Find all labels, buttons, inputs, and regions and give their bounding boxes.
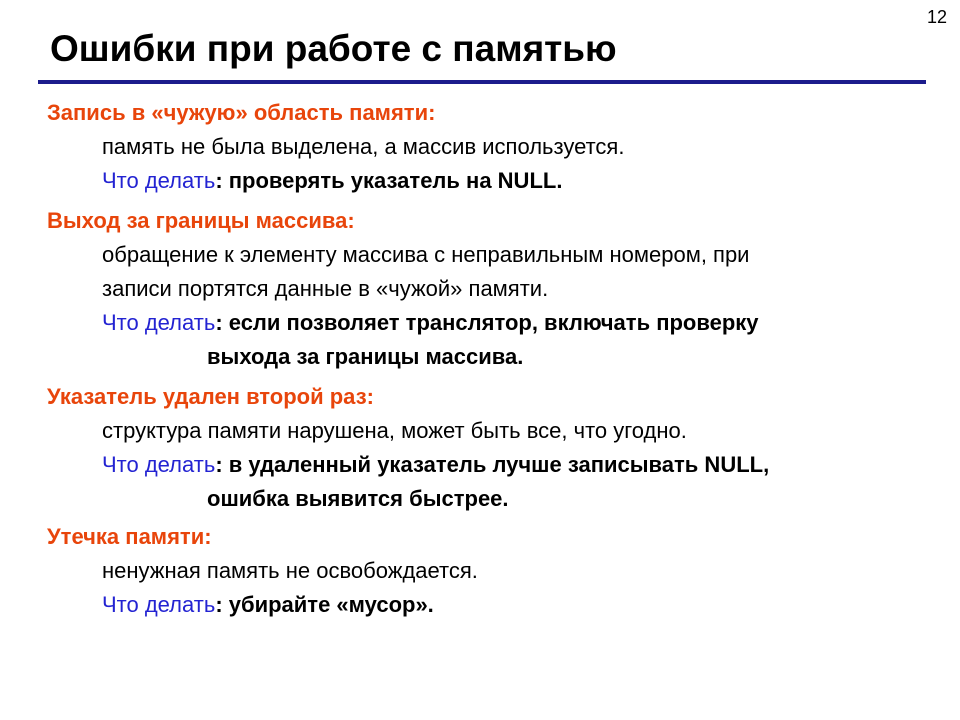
section-action bbox=[47, 306, 947, 340]
section-description: обращение к элементу массива с неправильным номером, при bbox=[102, 242, 750, 267]
section-array-out-of-bounds bbox=[47, 204, 947, 374]
section-description: ненужная память не освобождается. bbox=[102, 558, 478, 583]
section-action bbox=[47, 164, 947, 198]
section-heading: Запись в «чужую» область памяти: bbox=[47, 100, 436, 125]
action-text: : в удаленный указатель лучше записывать NULL, bbox=[215, 452, 770, 477]
section-description: память не была выделена, а массив используется. bbox=[102, 134, 625, 159]
action-label: Что делать bbox=[102, 168, 216, 193]
section-heading: Указатель удален второй раз: bbox=[47, 384, 374, 409]
section-action-continued: выхода за границы массива. bbox=[207, 344, 524, 369]
action-text: : если позволяет транслятор, включать проверку bbox=[215, 310, 759, 335]
section-action bbox=[47, 588, 947, 622]
section-description: структура памяти нарушена, может быть все, что угодно. bbox=[102, 418, 687, 443]
section-double-delete bbox=[47, 380, 947, 516]
action-label: Что делать bbox=[102, 452, 216, 477]
section-action-continued: ошибка выявится быстрее. bbox=[207, 486, 509, 511]
section-action bbox=[47, 448, 947, 482]
slide-number: 12 bbox=[926, 7, 947, 27]
section-heading: Выход за границы массива: bbox=[47, 208, 355, 233]
section-description: записи портятся данные в «чужой» памяти. bbox=[102, 276, 549, 301]
section-foreign-memory-write bbox=[47, 96, 947, 198]
slide-title: Ошибки при работе с памятью bbox=[50, 28, 617, 69]
action-label: Что делать bbox=[102, 310, 216, 335]
action-text: : проверять указатель на NULL. bbox=[215, 168, 563, 193]
section-heading: Утечка памяти: bbox=[47, 524, 212, 549]
action-text: : убирайте «мусор». bbox=[215, 592, 434, 617]
title-underline bbox=[38, 80, 926, 84]
section-memory-leak bbox=[47, 520, 947, 622]
action-label: Что делать bbox=[102, 592, 216, 617]
